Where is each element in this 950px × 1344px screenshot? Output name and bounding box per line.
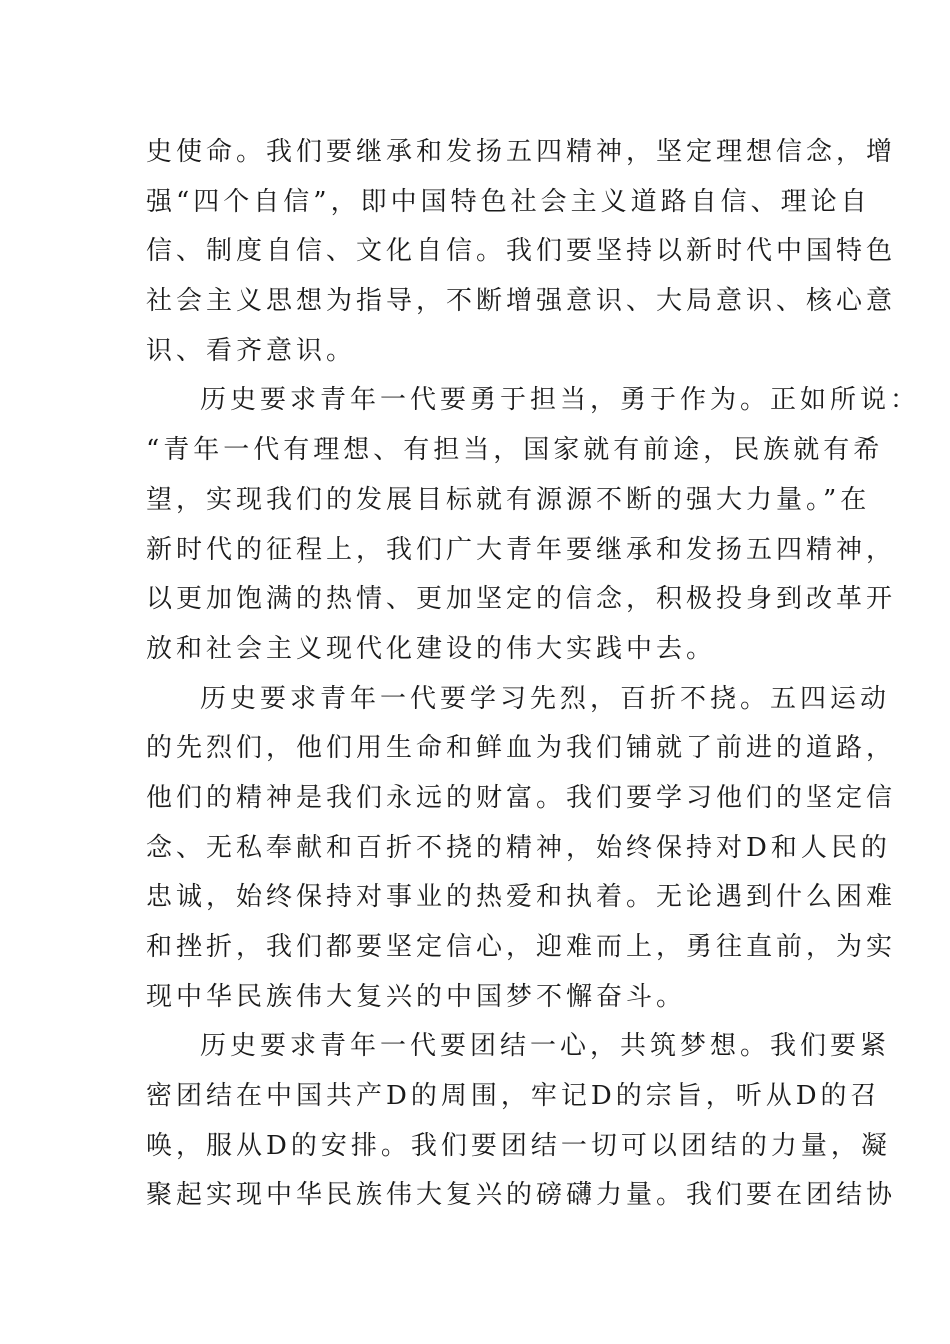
text-line: 史使命。我们要继承和发扬五四精神，坚定理想信念，增 <box>146 137 897 167</box>
text-line: 聚起实现中华民族伟大复兴的磅礴力量。我们要在团结协 <box>146 1180 897 1211</box>
text-line: 唤，服从D的安排。我们要团结一切可以团结的力量，凝 <box>146 1130 891 1161</box>
text-line: 新时代的征程上，我们广大青年要继承和发扬五四精神， <box>146 534 897 565</box>
text-line: 他们的精神是我们永远的财富。我们要学习他们的坚定信 <box>146 782 897 813</box>
body-text <box>146 128 921 1221</box>
paragraph-start-line: 历史要求青年一代要勇于担当，勇于作为。正如所说： <box>200 385 921 416</box>
text-line: 强“四个自信”，即中国特色社会主义道路自信、理论自 <box>146 186 871 217</box>
text-line: 放和社会主义现代化建设的伟大实践中去。 <box>146 633 717 664</box>
paragraph-start-line: 历史要求青年一代要团结一心，共筑梦想。我们要紧 <box>200 1031 891 1062</box>
text-line: 密团结在中国共产D的周围，牢记D的宗旨，听从D的召 <box>146 1081 881 1112</box>
text-line: 忠诚，始终保持对事业的热爱和执着。无论遇到什么困难 <box>146 882 897 913</box>
text-line: 的先烈们，他们用生命和鲜血为我们铺就了前进的道路， <box>146 733 897 764</box>
text-line: “青年一代有理想、有担当，国家就有前途，民族就有希 <box>146 435 884 466</box>
text-line: 以更加饱满的热情、更加坚定的信念，积极投身到改革开 <box>146 584 897 615</box>
text-line: 识、看齐意识。 <box>146 335 357 366</box>
text-line: 和挫折，我们都要坚定信心，迎难而上，勇往直前，为实 <box>146 932 897 962</box>
paragraph-start-line: 历史要求青年一代要学习先烈，百折不挠。五四运动 <box>200 683 891 714</box>
text-line: 现中华民族伟大复兴的中国梦不懈奋斗。 <box>146 981 687 1012</box>
text-line: 信、制度自信、文化自信。我们要坚持以新时代中国特色 <box>146 236 897 267</box>
text-line: 念、无私奉献和百折不挠的精神，始终保持对D和人民的 <box>146 832 891 863</box>
text-line: 望，实现我们的发展目标就有源源不断的强大力量。”在 <box>146 484 871 515</box>
text-line: 社会主义思想为指导，不断增强意识、大局意识、核心意 <box>146 286 897 317</box>
